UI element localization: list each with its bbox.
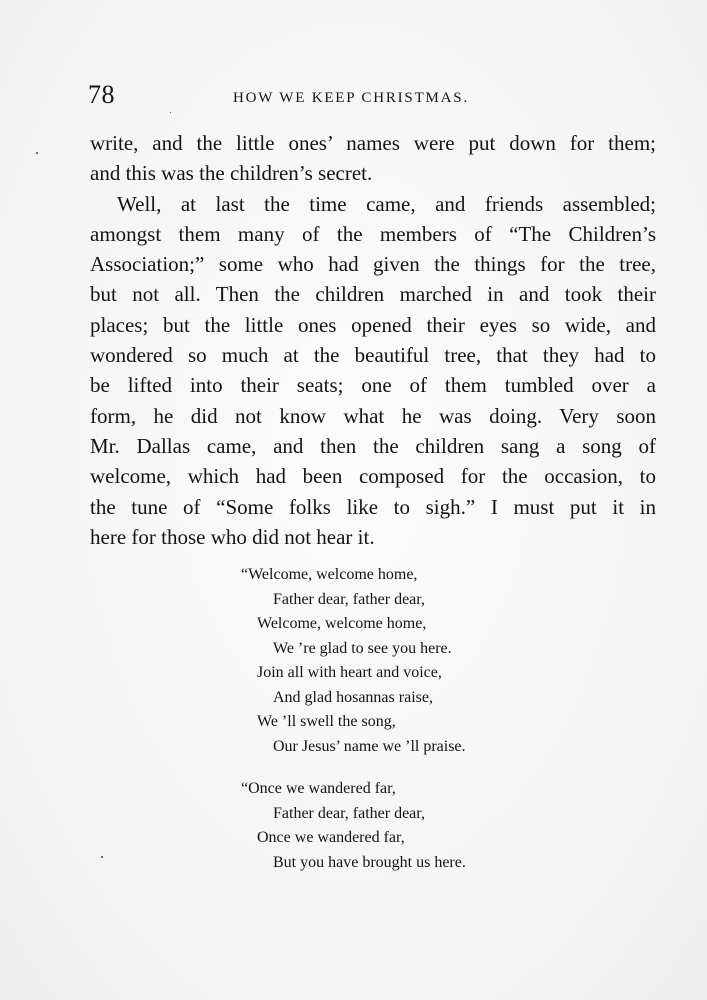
verse-line: “Once we wandered far, [241, 780, 396, 797]
text-line: places; but the little ones opened their eyes so wide, and [90, 312, 656, 337]
poem-stanza [241, 563, 541, 759]
text-line: form, he did not know what he was doing. Very soon [90, 403, 656, 428]
running-title: HOW WE KEEP CHRISTMAS. [233, 90, 469, 106]
text-line: amongst them many of the members of “The Children’s [90, 221, 656, 246]
text-line: wondered so much at the beautiful tree, that they had to [90, 343, 656, 368]
text-line: be lifted into their seats; one of them tumbled over a [90, 373, 656, 398]
text-line: but not all. Then the children marched in and took their [90, 282, 656, 307]
verse-line: Welcome, welcome home, [257, 615, 427, 632]
verse-line: “Welcome, welcome home, [241, 566, 418, 583]
text-line: here for those who did not hear it. [90, 524, 375, 549]
text-line: and this was the children’s secret. [90, 161, 373, 186]
text-line: Mr. Dallas came, and then the children sang a song of [90, 433, 656, 458]
print-speck [101, 856, 103, 858]
poem-stanza [241, 777, 541, 875]
verse-line: We ’ll swell the song, [257, 713, 396, 730]
poem [241, 563, 541, 893]
page-number: 78 [88, 80, 115, 109]
verse-line: Father dear, father dear, [273, 804, 425, 822]
verse-line: Our Jesus’ name we ’ll praise. [273, 737, 466, 755]
verse-line: Once we wandered far, [257, 829, 405, 846]
verse-line: Join all with heart and voice, [257, 664, 442, 681]
print-speck [36, 152, 38, 154]
body-text [90, 128, 656, 552]
text-line: welcome, which had been composed for the occasion, to [90, 464, 656, 489]
text-line: write, and the little ones’ names were put down for them; [90, 131, 656, 155]
verse-line: And glad hosannas raise, [273, 688, 433, 706]
page-header [88, 80, 648, 114]
verse-line: But you have brought us here. [273, 853, 466, 871]
paragraph-start-line: Well, at last the time came, and friends assembled; [117, 191, 656, 216]
verse-line: Father dear, father dear, [273, 590, 425, 608]
print-speck [170, 112, 171, 113]
verse-line: We ’re glad to see you here. [273, 639, 452, 657]
text-line: Association;” some who had given the things for the tree, [90, 252, 656, 277]
text-line: the tune of “Some folks like to sigh.” I must put it in [90, 494, 656, 519]
